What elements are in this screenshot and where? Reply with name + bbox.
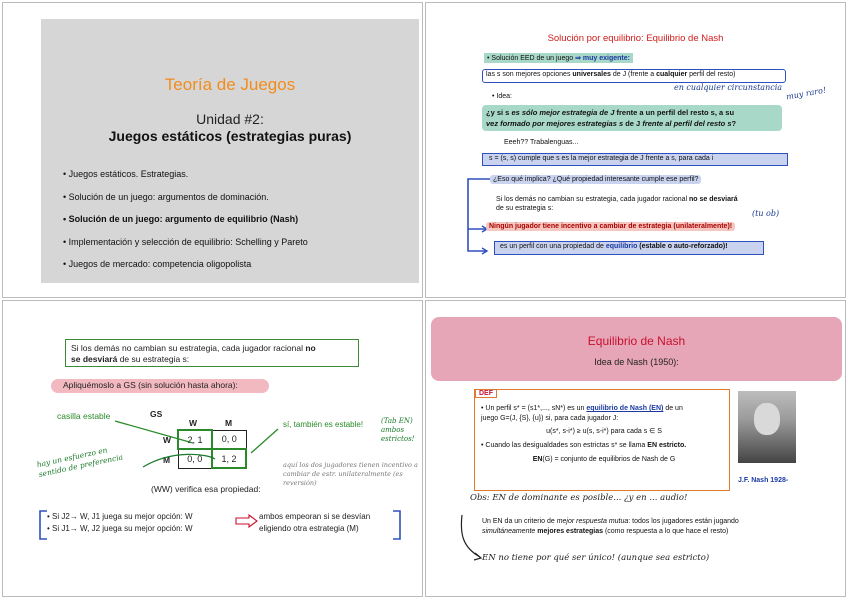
unit-subtitle: Juegos estáticos (estrategias puras) — [108, 128, 352, 144]
equilibrium-property: es un perfil con una propiedad de equilibrio (estable o auto-reforzado)! — [494, 241, 764, 255]
list-item: • Juegos estáticos. Estrategias. — [63, 169, 308, 179]
intro-box: Si los demás no cambian su estrategia, cada jugador racional no se desviará de su estrategia s: — [65, 339, 359, 367]
also-stable-label: sí, también es estable! — [283, 420, 364, 429]
slide-title: Solución por equilibrio: Equilibrio de Nash — [547, 33, 724, 44]
game-label: GS — [150, 409, 163, 419]
handwritten-note: muy raro! — [785, 85, 827, 102]
portrait-face — [754, 403, 780, 435]
col-header-w: W — [189, 418, 198, 428]
idea-label: • Idea: — [492, 93, 512, 100]
handwritten-note: EN no tiene por qué ser único! (aunque sea estricto) — [482, 553, 710, 563]
worse-if-deviate: ambos empeoran si se desvían eligiendo otra estrategia (M) — [259, 512, 371, 533]
topic-list — [63, 169, 308, 282]
list-item: • Solución de un juego: argumento de equilibrio (Nash) — [63, 214, 308, 224]
slide-title: Teoría de Juegos — [164, 75, 296, 94]
slide-4 — [425, 300, 846, 597]
right-bracket — [391, 509, 403, 541]
list-item: • Juegos de mercado: competencia oligopolista — [63, 259, 308, 269]
def-badge: DEF — [475, 389, 497, 398]
handwritten-note: (Tab EN) ambos estrictos! — [381, 417, 415, 443]
handwritten-note: hay un esfuerzo en sentido de preferencia — [35, 445, 124, 479]
cell-mm: 1, 2 — [212, 449, 246, 468]
list-item: • Solución de un juego: argumentos de dominación. — [63, 192, 308, 202]
profile-definition: s = (s, s) cumple que s es la mejor estrategia de J frente a s, para cada i — [482, 153, 788, 166]
handwritten-note: en cualquier circunstancia — [674, 83, 783, 92]
eed-line: • Solución EED de un juego ⇒ muy exigente: — [484, 53, 633, 63]
nash-photo — [738, 391, 796, 463]
implies-question: ¿Eso qué implica? ¿Qué propiedad interesante cumple ese perfil? — [490, 175, 701, 184]
cell-wm: 0, 0 — [212, 430, 246, 449]
nash-definition: • Un perfil s* = (s1*,..., sN*) es un equilibrio de Nash (EN) de un juego G=(J, {S}, {u}) si, para cada jugador J: u(s*, s-i*) ≥ u(s, s-i*) para cada s ∈ S • Cuando las desigualdades son estrictas s* se llama EN estricto. EN(G) = conjunto de equilibrios de Nash de G — [481, 404, 727, 465]
mutual-best-response: Un EN da un criterio de mejor respuesta mutua: todos los jugadores están jugando simultáneamente mejores estrategias (como respuesta a lo que hace el resto) — [482, 518, 739, 535]
slide-1 — [2, 2, 423, 298]
no-incentive-text: Ningún jugador tiene incentivo a cambiar de estrategia (unilateralmente)! — [486, 222, 735, 231]
slide-subtitle: Idea de Nash (1950): — [594, 357, 679, 367]
row-header-m: M — [163, 455, 171, 465]
ww-property: (WW) verifica esa propiedad: — [151, 484, 261, 494]
cell-mw: 0, 0 — [178, 449, 212, 468]
no-deviate-text: Si los demás no cambian su estrategia, cada jugador racional no se desviará de su estrategia s: — [496, 196, 738, 212]
slide-3 — [2, 300, 423, 597]
bracket-arrow — [462, 175, 492, 255]
slide-2 — [425, 2, 846, 298]
photo-caption: J.F. Nash 1928- — [738, 477, 789, 484]
implies-arrow — [235, 514, 259, 528]
universal-line: las s son mejores opciones universales de J (frente a cualquier perfil del resto) — [482, 69, 786, 83]
list-item: • Implementación y selección de equilibrio: Schelling y Pareto — [63, 237, 308, 247]
handwritten-note: (tu ob) — [752, 209, 780, 218]
row-header-w: W — [163, 435, 172, 445]
apply-label: Apliquémoslo a GS (sin solución hasta ahora): — [51, 379, 269, 393]
eeeh-text: Eeeh?? Trabalenguas... — [504, 139, 579, 146]
slide-title: Equilibrio de Nash — [587, 334, 686, 348]
col-header-m: M — [225, 418, 233, 428]
cell-ww: 2, 1 — [178, 430, 212, 449]
question-box: ¿y si s es sólo mejor estrategia de J frente a un perfil del resto s, a su vez formado por mejores estrategias s de J frente al perfil del resto s? — [482, 105, 782, 131]
title-slide-box — [41, 19, 419, 283]
handwritten-note: aquí los dos jugadores tienen incentivo a cambiar de estr. unilateralmente (es reversión) — [283, 461, 418, 487]
title-band — [431, 317, 842, 381]
handwritten-note: Obs: EN de dominante es posible... ¿y en ... audio! — [470, 493, 688, 503]
stable-cell-label: casilla estable — [57, 411, 111, 421]
nash-inequality: u(s*, s-i*) ≥ u(s, s-i*) para cada s ∈ S — [546, 428, 662, 435]
best-reply-list: • Si J2→ W, J1 juega su mejor opción: W • Si J1→ W, J2 juega su mejor opción: W — [47, 512, 193, 533]
unit-label: Unidad #2: — [196, 111, 264, 127]
definition-box — [474, 389, 730, 491]
